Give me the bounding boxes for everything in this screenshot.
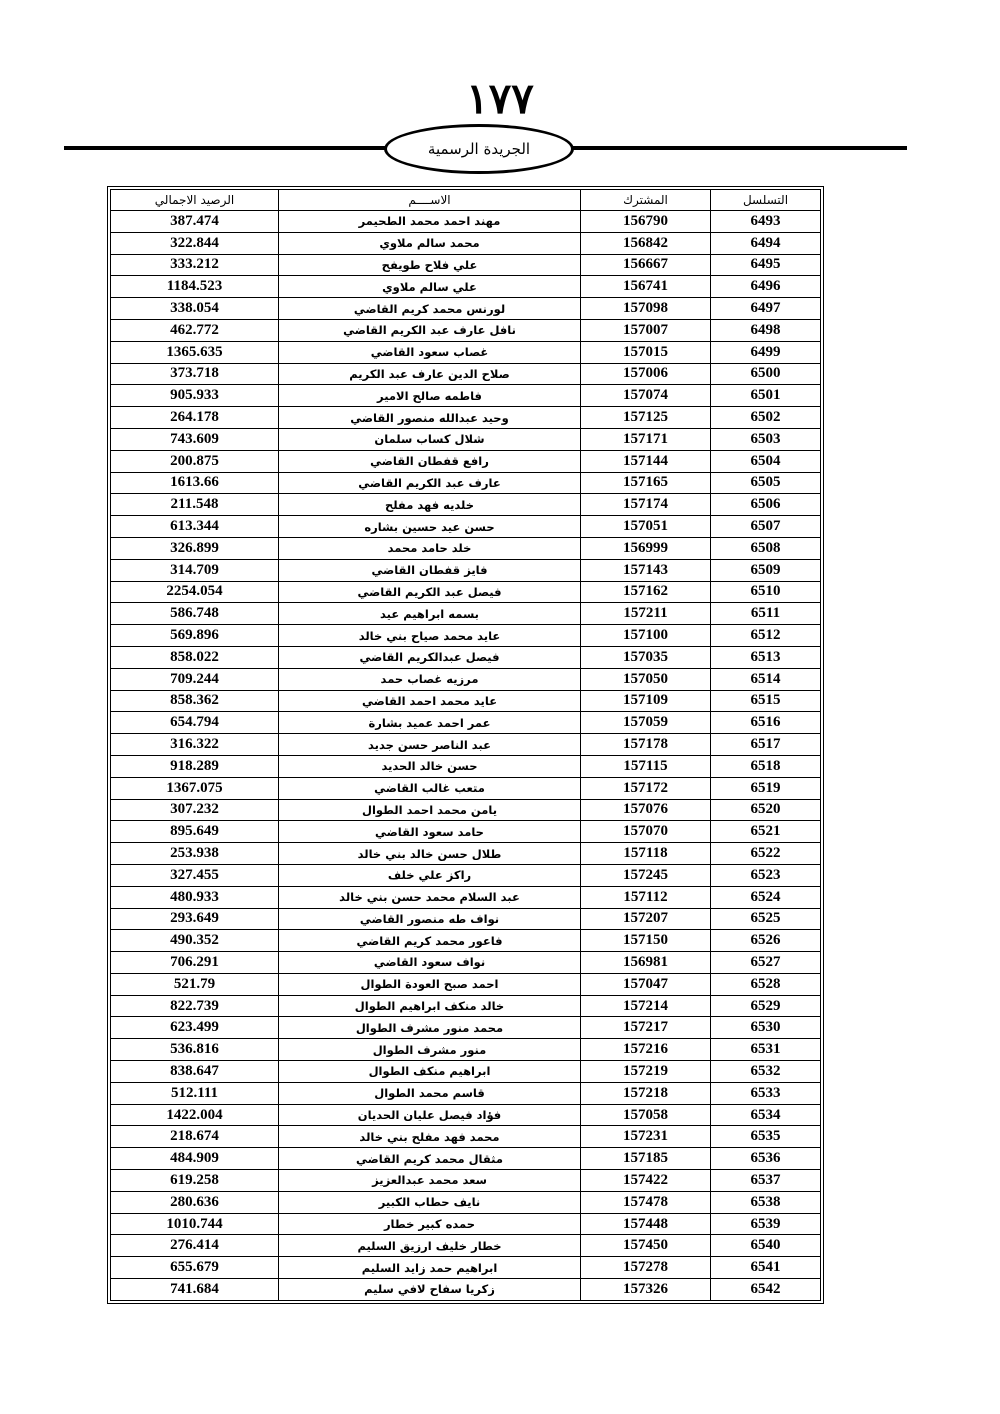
table-row [111, 734, 821, 756]
cell-name: عبد السلام محمد حسن بني خالد [279, 886, 581, 908]
cell-subscriber: 157143 [581, 559, 711, 581]
table-row [111, 1061, 821, 1083]
cell-serial: 6514 [711, 668, 821, 690]
cell-balance: 264.178 [111, 407, 279, 429]
cell-balance: 623.499 [111, 1017, 279, 1039]
cell-serial: 6520 [711, 799, 821, 821]
cell-name: علي سالم ملاوي [279, 276, 581, 298]
cell-serial: 6512 [711, 625, 821, 647]
header-rule-right [570, 146, 907, 150]
table-row [111, 232, 821, 254]
table-row [111, 952, 821, 974]
cell-balance: 490.352 [111, 930, 279, 952]
table-row [111, 276, 821, 298]
cell-subscriber: 157051 [581, 516, 711, 538]
cell-subscriber: 157165 [581, 472, 711, 494]
cell-subscriber: 157231 [581, 1126, 711, 1148]
cell-subscriber: 156790 [581, 211, 711, 233]
cell-name: عارف عبد الكريم القاضي [279, 472, 581, 494]
cell-balance: 569.896 [111, 625, 279, 647]
cell-subscriber: 157115 [581, 755, 711, 777]
cell-subscriber: 157422 [581, 1170, 711, 1192]
cell-balance: 655.679 [111, 1257, 279, 1279]
cell-balance: 1367.075 [111, 777, 279, 799]
cell-subscriber: 157162 [581, 581, 711, 603]
cell-subscriber: 156999 [581, 537, 711, 559]
cell-subscriber: 157118 [581, 843, 711, 865]
cell-balance: 654.794 [111, 712, 279, 734]
cell-serial: 6526 [711, 930, 821, 952]
cell-balance: 1184.523 [111, 276, 279, 298]
cell-subscriber: 157174 [581, 494, 711, 516]
cell-name: نايف حطاب الكبير [279, 1191, 581, 1213]
cell-balance: 333.212 [111, 254, 279, 276]
cell-balance: 743.609 [111, 428, 279, 450]
table-row [111, 908, 821, 930]
cell-subscriber: 157047 [581, 973, 711, 995]
cell-balance: 211.548 [111, 494, 279, 516]
cell-serial: 6533 [711, 1082, 821, 1104]
cell-name: مثقال محمد كريم القاضي [279, 1148, 581, 1170]
cell-serial: 6527 [711, 952, 821, 974]
cell-subscriber: 157076 [581, 799, 711, 821]
cell-name: فيصل عبدالكريم القاضي [279, 646, 581, 668]
cell-serial: 6525 [711, 908, 821, 930]
cell-name: حسن عيد حسين بشاره [279, 516, 581, 538]
cell-subscriber: 156741 [581, 276, 711, 298]
cell-subscriber: 157050 [581, 668, 711, 690]
cell-serial: 6498 [711, 319, 821, 341]
cell-name: بسمه ابراهيم عيد [279, 603, 581, 625]
cell-serial: 6506 [711, 494, 821, 516]
subscribers-table [110, 189, 821, 1301]
cell-balance: 322.844 [111, 232, 279, 254]
cell-name: نواف طه منصور القاضي [279, 908, 581, 930]
cell-name: خلديه فهد مفلح [279, 494, 581, 516]
cell-serial: 6541 [711, 1257, 821, 1279]
cell-balance: 709.244 [111, 668, 279, 690]
table-row [111, 668, 821, 690]
cell-name: حسن خالد الحديد [279, 755, 581, 777]
cell-balance: 218.674 [111, 1126, 279, 1148]
table-row [111, 1170, 821, 1192]
cell-balance: 387.474 [111, 211, 279, 233]
cell-balance: 822.739 [111, 995, 279, 1017]
table-row [111, 1126, 821, 1148]
cell-subscriber: 157326 [581, 1279, 711, 1301]
cell-subscriber: 157171 [581, 428, 711, 450]
cell-name: فايز قفطان القاضي [279, 559, 581, 581]
cell-balance: 512.111 [111, 1082, 279, 1104]
cell-balance: 1422.004 [111, 1104, 279, 1126]
cell-serial: 6519 [711, 777, 821, 799]
cell-serial: 6497 [711, 298, 821, 320]
cell-balance: 293.649 [111, 908, 279, 930]
column-header-balance: الرصيد الاجمالي [111, 190, 279, 211]
table-row [111, 843, 821, 865]
table-row [111, 1148, 821, 1170]
table-row [111, 886, 821, 908]
cell-name: غصاب سعود القاضي [279, 341, 581, 363]
cell-name: خطار خليف ارزيق السليم [279, 1235, 581, 1257]
cell-name: زكريا سفاح لافي سليم [279, 1279, 581, 1301]
cell-subscriber: 156981 [581, 952, 711, 974]
cell-subscriber: 157100 [581, 625, 711, 647]
cell-serial: 6542 [711, 1279, 821, 1301]
cell-subscriber: 157218 [581, 1082, 711, 1104]
cell-name: حامد سعود القاضي [279, 821, 581, 843]
cell-serial: 6501 [711, 385, 821, 407]
cell-name: نافل عارف عبد الكريم القاضي [279, 319, 581, 341]
cell-subscriber: 157015 [581, 341, 711, 363]
cell-subscriber: 157098 [581, 298, 711, 320]
cell-name: محمد منور مشرف الطوال [279, 1017, 581, 1039]
cell-balance: 586.748 [111, 603, 279, 625]
cell-name: فؤاد فيصل عليان الحديان [279, 1104, 581, 1126]
table-row [111, 385, 821, 407]
cell-subscriber: 157006 [581, 363, 711, 385]
cell-serial: 6534 [711, 1104, 821, 1126]
cell-balance: 307.232 [111, 799, 279, 821]
cell-subscriber: 156667 [581, 254, 711, 276]
cell-name: يامن محمد احمد الطوال [279, 799, 581, 821]
cell-balance: 200.875 [111, 450, 279, 472]
cell-name: شلال كساب سلمان [279, 428, 581, 450]
cell-name: ابراهيم حمد زايد السليم [279, 1257, 581, 1279]
cell-name: خلد حامد محمد [279, 537, 581, 559]
table-row [111, 581, 821, 603]
cell-serial: 6510 [711, 581, 821, 603]
column-header-subscriber: المشترك [581, 190, 711, 211]
table-row [111, 973, 821, 995]
cell-serial: 6516 [711, 712, 821, 734]
table-row [111, 1082, 821, 1104]
cell-subscriber: 157059 [581, 712, 711, 734]
cell-subscriber: 157035 [581, 646, 711, 668]
cell-name: احمد صبح العودة الطوال [279, 973, 581, 995]
cell-serial: 6539 [711, 1213, 821, 1235]
cell-serial: 6503 [711, 428, 821, 450]
cell-subscriber: 157207 [581, 908, 711, 930]
cell-name: فيصل عبد الكريم القاضي [279, 581, 581, 603]
cell-name: راكز علي خلف [279, 864, 581, 886]
cell-name: محمد فهد مفلح بني خالد [279, 1126, 581, 1148]
cell-name: محمد سالم ملاوي [279, 232, 581, 254]
cell-serial: 6494 [711, 232, 821, 254]
cell-serial: 6507 [711, 516, 821, 538]
cell-name: سعد محمد عبدالعزيز [279, 1170, 581, 1192]
table-row [111, 690, 821, 712]
cell-subscriber: 157217 [581, 1017, 711, 1039]
table-row [111, 625, 821, 647]
cell-serial: 6523 [711, 864, 821, 886]
header-rule-left [64, 146, 394, 150]
cell-subscriber: 157478 [581, 1191, 711, 1213]
table-row [111, 930, 821, 952]
cell-balance: 619.258 [111, 1170, 279, 1192]
cell-name: فاطمه صالح الامير [279, 385, 581, 407]
table-row [111, 341, 821, 363]
cell-subscriber: 157219 [581, 1061, 711, 1083]
cell-subscriber: 157112 [581, 886, 711, 908]
table-row [111, 1213, 821, 1235]
table-row [111, 777, 821, 799]
cell-balance: 1365.635 [111, 341, 279, 363]
cell-subscriber: 157058 [581, 1104, 711, 1126]
cell-balance: 858.362 [111, 690, 279, 712]
cell-subscriber: 157185 [581, 1148, 711, 1170]
table-row [111, 799, 821, 821]
cell-name: نواف سعود القاضي [279, 952, 581, 974]
cell-balance: 741.684 [111, 1279, 279, 1301]
cell-subscriber: 157448 [581, 1213, 711, 1235]
cell-serial: 6535 [711, 1126, 821, 1148]
cell-serial: 6493 [711, 211, 821, 233]
table-row [111, 211, 821, 233]
masthead-title: الجريدة الرسمية [384, 124, 574, 174]
cell-serial: 6522 [711, 843, 821, 865]
table-row [111, 298, 821, 320]
table-row [111, 494, 821, 516]
cell-balance: 276.414 [111, 1235, 279, 1257]
table-row [111, 472, 821, 494]
table-row [111, 363, 821, 385]
cell-balance: 326.899 [111, 537, 279, 559]
cell-name: عبد الناصر حسن جديد [279, 734, 581, 756]
cell-balance: 484.909 [111, 1148, 279, 1170]
cell-serial: 6536 [711, 1148, 821, 1170]
table-row [111, 1235, 821, 1257]
cell-balance: 895.649 [111, 821, 279, 843]
column-header-serial: التسلسل [711, 190, 821, 211]
cell-serial: 6509 [711, 559, 821, 581]
cell-serial: 6515 [711, 690, 821, 712]
cell-name: ابراهيم منكف الطوال [279, 1061, 581, 1083]
table-row [111, 516, 821, 538]
cell-balance: 905.933 [111, 385, 279, 407]
cell-subscriber: 157109 [581, 690, 711, 712]
cell-balance: 918.289 [111, 755, 279, 777]
cell-balance: 253.938 [111, 843, 279, 865]
table-row [111, 821, 821, 843]
cell-serial: 6528 [711, 973, 821, 995]
subscribers-table-wrap [110, 189, 820, 1301]
table-row [111, 1257, 821, 1279]
table-row [111, 1191, 821, 1213]
page-number: ١٧٧ [466, 74, 534, 123]
cell-name: لورنس محمد كريم القاضي [279, 298, 581, 320]
table-row [111, 319, 821, 341]
cell-serial: 6511 [711, 603, 821, 625]
table-header-row [111, 190, 821, 211]
table-row [111, 428, 821, 450]
cell-subscriber: 157144 [581, 450, 711, 472]
cell-subscriber: 157178 [581, 734, 711, 756]
table-row [111, 603, 821, 625]
cell-name: صلاح الدين عارف عبد الكريم [279, 363, 581, 385]
cell-subscriber: 157172 [581, 777, 711, 799]
cell-balance: 280.636 [111, 1191, 279, 1213]
cell-serial: 6524 [711, 886, 821, 908]
table-row [111, 864, 821, 886]
cell-subscriber: 157214 [581, 995, 711, 1017]
cell-subscriber: 157150 [581, 930, 711, 952]
table-row [111, 1279, 821, 1301]
table-body [111, 211, 821, 1301]
cell-subscriber: 156842 [581, 232, 711, 254]
table-row [111, 1104, 821, 1126]
cell-name: منور مشرف الطوال [279, 1039, 581, 1061]
cell-subscriber: 157211 [581, 603, 711, 625]
table-row [111, 407, 821, 429]
cell-balance: 521.79 [111, 973, 279, 995]
cell-serial: 6537 [711, 1170, 821, 1192]
cell-serial: 6499 [711, 341, 821, 363]
cell-serial: 6517 [711, 734, 821, 756]
cell-balance: 1613.66 [111, 472, 279, 494]
table-row [111, 254, 821, 276]
cell-name: رافع قفطان القاضي [279, 450, 581, 472]
cell-serial: 6495 [711, 254, 821, 276]
table-row [111, 1017, 821, 1039]
cell-name: طلال حسن خالد بني خالد [279, 843, 581, 865]
table-row [111, 646, 821, 668]
cell-name: مرزيه غصاب حمد [279, 668, 581, 690]
cell-balance: 314.709 [111, 559, 279, 581]
cell-balance: 480.933 [111, 886, 279, 908]
table-row [111, 1039, 821, 1061]
cell-serial: 6500 [711, 363, 821, 385]
cell-balance: 462.772 [111, 319, 279, 341]
cell-name: فاعور محمد كريم القاضي [279, 930, 581, 952]
cell-serial: 6540 [711, 1235, 821, 1257]
column-header-name: الاســــم [279, 190, 581, 211]
cell-subscriber: 157070 [581, 821, 711, 843]
cell-balance: 858.022 [111, 646, 279, 668]
cell-serial: 6532 [711, 1061, 821, 1083]
cell-name: حمده كبير خطار [279, 1213, 581, 1235]
cell-serial: 6531 [711, 1039, 821, 1061]
cell-name: مهند احمد محمد الطحيمر [279, 211, 581, 233]
cell-balance: 613.344 [111, 516, 279, 538]
cell-serial: 6530 [711, 1017, 821, 1039]
cell-balance: 338.054 [111, 298, 279, 320]
cell-balance: 536.816 [111, 1039, 279, 1061]
cell-serial: 6513 [711, 646, 821, 668]
cell-serial: 6502 [711, 407, 821, 429]
cell-subscriber: 157216 [581, 1039, 711, 1061]
cell-subscriber: 157245 [581, 864, 711, 886]
cell-serial: 6529 [711, 995, 821, 1017]
cell-name: عايد محمد احمد القاضي [279, 690, 581, 712]
cell-name: وحيد عبدالله منصور القاضي [279, 407, 581, 429]
cell-name: متعب غالب القاضي [279, 777, 581, 799]
cell-serial: 6496 [711, 276, 821, 298]
cell-subscriber: 157125 [581, 407, 711, 429]
table-row [111, 755, 821, 777]
cell-subscriber: 157007 [581, 319, 711, 341]
cell-serial: 6538 [711, 1191, 821, 1213]
cell-balance: 316.322 [111, 734, 279, 756]
cell-balance: 327.455 [111, 864, 279, 886]
cell-subscriber: 157450 [581, 1235, 711, 1257]
cell-balance: 1010.744 [111, 1213, 279, 1235]
cell-serial: 6504 [711, 450, 821, 472]
cell-name: عمر احمد عميد بشارة [279, 712, 581, 734]
cell-name: قاسم محمد الطوال [279, 1082, 581, 1104]
cell-serial: 6505 [711, 472, 821, 494]
table-row [111, 995, 821, 1017]
cell-name: عايد محمد صياح بني خالد [279, 625, 581, 647]
cell-balance: 373.718 [111, 363, 279, 385]
table-row [111, 537, 821, 559]
cell-balance: 706.291 [111, 952, 279, 974]
cell-serial: 6518 [711, 755, 821, 777]
cell-subscriber: 157074 [581, 385, 711, 407]
cell-name: علي فلاح طويفح [279, 254, 581, 276]
table-row [111, 712, 821, 734]
cell-subscriber: 157278 [581, 1257, 711, 1279]
cell-balance: 838.647 [111, 1061, 279, 1083]
cell-balance: 2254.054 [111, 581, 279, 603]
cell-serial: 6508 [711, 537, 821, 559]
table-row [111, 559, 821, 581]
cell-serial: 6521 [711, 821, 821, 843]
cell-name: خالد منكف ابراهيم الطوال [279, 995, 581, 1017]
table-row [111, 450, 821, 472]
